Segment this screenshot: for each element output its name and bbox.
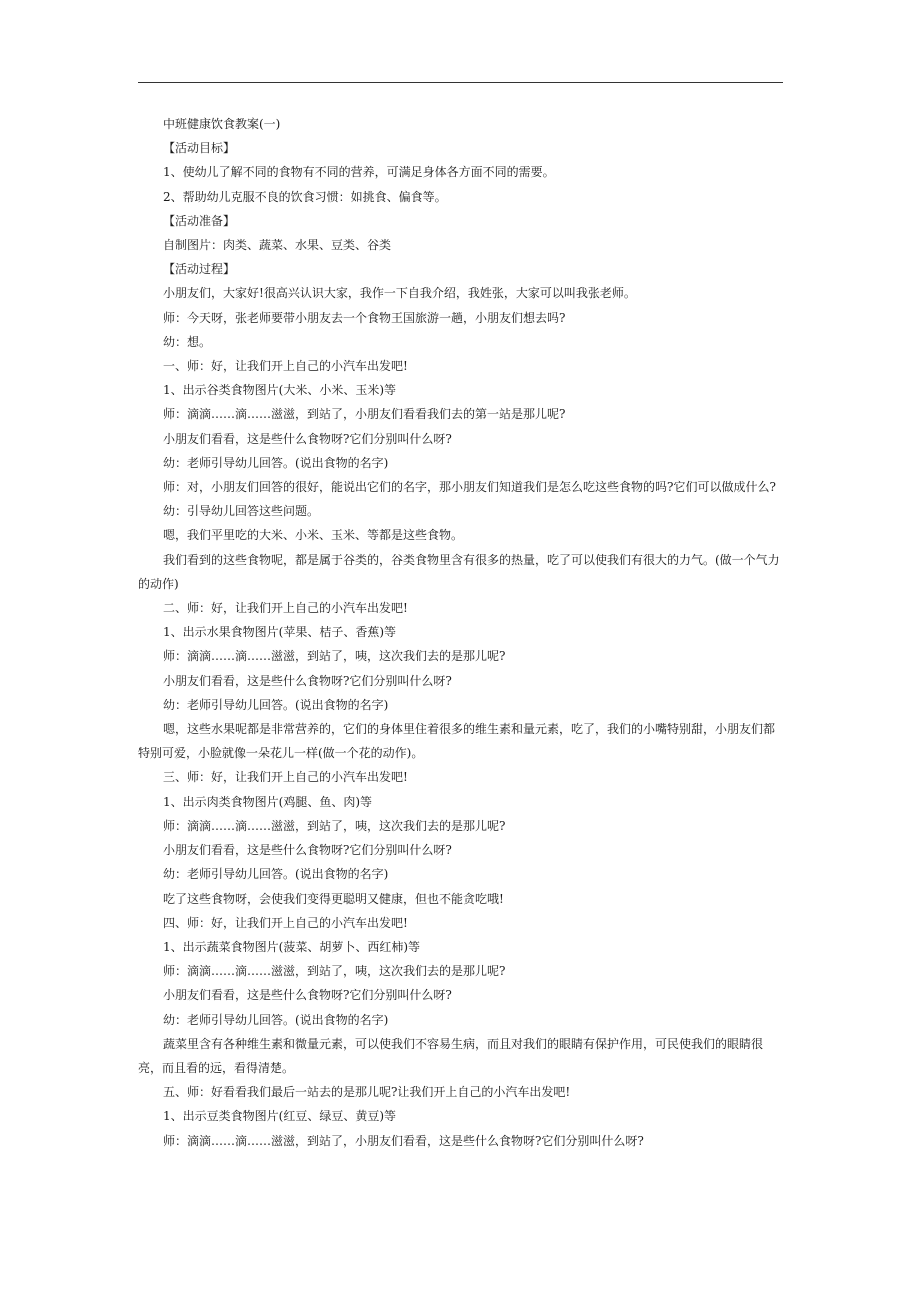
paragraph: 小朋友们，大家好!很高兴认识大家，我作一下自我介绍，我姓张，大家可以叫我张老师。 [163,286,636,301]
paragraph: 【活动准备】 [163,213,236,228]
paragraph: 幼：老师引导幼儿回答。(说出食物的名字) [163,867,389,882]
paragraph: 师：今天呀，张老师要带小朋友去一个食物王国旅游一趟，小朋友们想去吗? [163,310,566,325]
paragraph: 1、出示豆类食物图片(红豆、绿豆、黄豆)等 [163,1109,396,1124]
header-rule [138,82,783,83]
paragraph: 1、出示蔬菜食物图片(菠菜、胡萝卜、西红柿)等 [163,939,420,954]
paragraph: 中班健康饮食教案(一) [163,117,281,131]
paragraph: 师：对，小朋友们回答的很好，能说出它们的名字，那小朋友们知道我们是怎么吃这些食物的吗?它们可以做成什么? [163,480,776,495]
paragraph: 四、师：好，让我们开上自己的小汽车出发吧! [163,915,408,930]
paragraph: 嗯，这些水果呢都是非常营养的，它们的身体里住着很多的维生素和量元素，吃了，我们的小嘴特别甜，小朋友们都特别可爱，小脸就像一朵花儿一样(做一个花的动作)。 [138,722,776,761]
paragraph: 小朋友们看看，这是些什么食物呀?它们分别叫什么呀? [163,673,452,688]
paragraph: 【活动目标】 [163,141,236,156]
paragraph: 【活动过程】 [163,262,236,277]
paragraph: 师：滴滴……滴……滋滋，到站了，咦，这次我们去的是那儿呢? [163,649,506,664]
paragraph: 一、师：好，让我们开上自己的小汽车出发吧! [163,359,408,374]
paragraph: 师：滴滴……滴……滋滋，到站了，咦，这次我们去的是那儿呢? [163,818,506,833]
paragraph: 幼：老师引导幼儿回答。(说出食物的名字) [163,697,389,712]
paragraph: 五、师：好看看我们最后一站去的是那儿呢?让我们开上自己的小汽车出发吧! [163,1085,571,1100]
paragraph: 幼：老师引导幼儿回答。(说出食物的名字) [163,455,389,470]
paragraph: 嗯，我们平里吃的大米、小米、玉米、等都是这些食物。 [163,528,464,543]
paragraph: 1、使幼儿了解不同的食物有不同的营养，可满足身体各方面不同的需要。 [163,165,555,180]
paragraph: 1、出示水果食物图片(苹果、桔子、香蕉)等 [163,625,396,640]
paragraph: 师：滴滴……滴……滋滋，到站了，小朋友们看看，这是些什么食物呀?它们分别叫什么呀? [163,1133,644,1148]
paragraph: 蔬菜里含有各种维生素和微量元素，可以使我们不容易生病，而且对我们的眼睛有保护作用，可民使我们的眼睛很亮，而且看的远，看得清楚。 [138,1036,764,1075]
paragraph: 自制图片：肉类、蔬菜、水果、豆类、谷类 [163,238,392,253]
paragraph: 1、出示肉类食物图片(鸡腿、鱼、肉)等 [163,794,372,809]
paragraph: 幼：想。 [163,334,212,349]
paragraph: 小朋友们看看，这是些什么食物呀?它们分别叫什么呀? [163,843,452,858]
document-body [138,112,783,1153]
paragraph: 2、帮助幼儿克服不良的饮食习惯：如挑食、偏食等。 [163,189,447,204]
paragraph: 小朋友们看看，这是些什么食物呀?它们分别叫什么呀? [163,988,452,1003]
paragraph: 小朋友们看看，这是些什么食物呀?它们分别叫什么呀? [163,431,452,446]
paragraph: 二、师：好，让我们开上自己的小汽车出发吧! [163,601,408,616]
paragraph: 师：滴滴……滴……滋滋，到站了，咦，这次我们去的是那儿呢? [163,964,506,979]
paragraph: 吃了这些食物呀，会使我们变得更聪明又健康，但也不能贪吃哦! [163,891,504,906]
paragraph: 1、出示谷类食物图片(大米、小米、玉米)等 [163,383,396,398]
paragraph: 师：滴滴……滴……滋滋，到站了，小朋友们看看我们去的第一站是那儿呢? [163,407,566,422]
paragraph: 幼：老师引导幼儿回答。(说出食物的名字) [163,1012,389,1027]
paragraph: 我们看到的这些食物呢，都是属于谷类的，谷类食物里含有很多的热量，吃了可以使我们有很大的力气。(做一个气力的动作) [138,552,780,591]
paragraph: 三、师：好，让我们开上自己的小汽车出发吧! [163,770,408,785]
paragraph: 幼：引导幼儿回答这些问题。 [163,504,320,519]
